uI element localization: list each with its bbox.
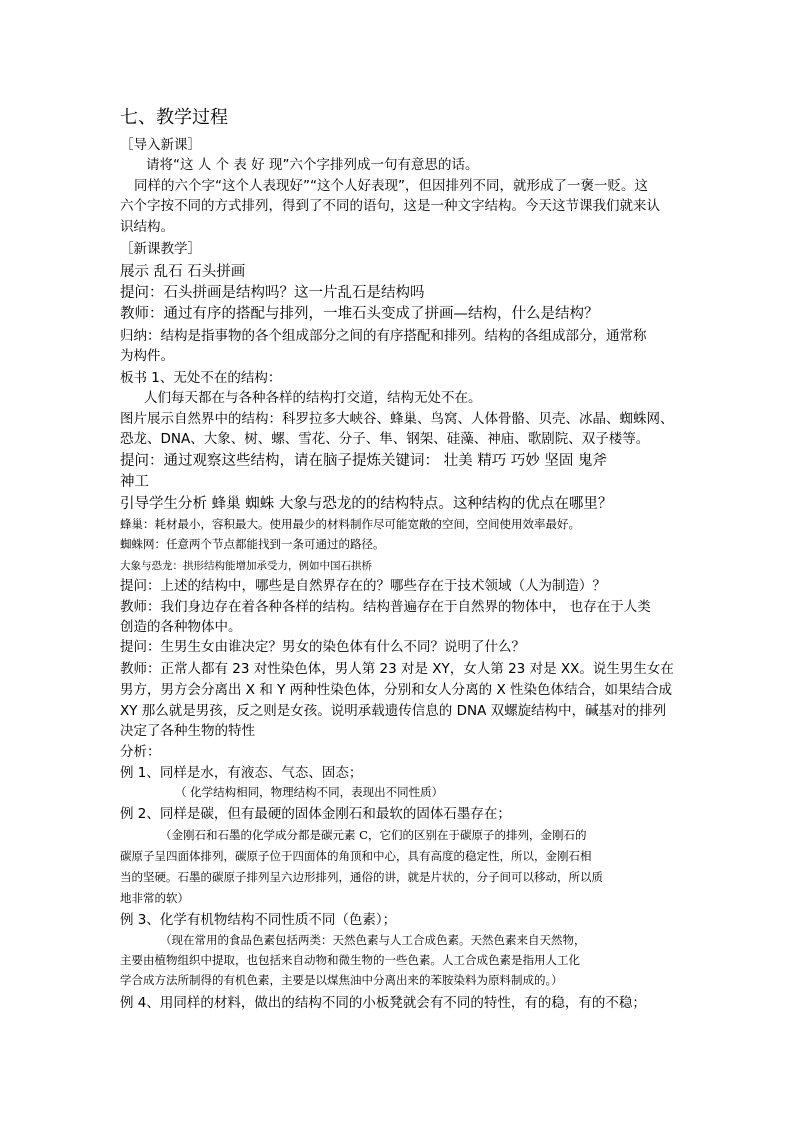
paragraph-line: 男方，男方会分离出 X 和 Y 两种性染色体，分别和女人分离的 X 性染色体结合，如果结合成 (120, 682, 672, 698)
paragraph-line: 为构件。 (120, 348, 174, 364)
section-heading: 七、教学过程 (120, 107, 228, 128)
paragraph-line: 请将“这 人 个 表 好 现”六个字排列成一句有意思的话。 (146, 157, 479, 173)
note-line: （金刚石和石墨的化学成分都是碳元素 C，它们的区别在于碳原子的排列，金刚石的 (160, 828, 587, 842)
board-note: 板书 1、无处不在的结构： (120, 370, 282, 386)
analysis-heading: 分析： (120, 744, 161, 760)
example-1: 例 1、同样是水，有液态、气态、固态； (120, 765, 363, 781)
note-line: 碳原子呈四面体排列，碳原子位于四面体的角顶和中心，具有高度的稳定性，所以，金刚石相 (120, 849, 592, 863)
paragraph-line: 提问：通过观察这些结构，请在脑子提炼关键词： 壮美 精巧 巧妙 坚固 鬼斧 (120, 453, 608, 469)
paragraph-line: 创造的各种物体中。 (120, 619, 242, 635)
paragraph-line: 恐龙、DNA、大象、树、螺、雪花、分子、隼、钢架、硅藻、神庙、歌剧院、双子楼等。 (120, 431, 650, 447)
paragraph-line: 人们每天都在与各种各样的结构打交道，结构无处不在。 (144, 390, 482, 406)
note-line: 蜂巢：耗材最小，容积最大。使用最少的材料制作尽可能宽敞的空间，空间使用效率最好。 (120, 517, 580, 531)
note-line: 当的坚硬。石墨的碳原子排列呈六边形排列，通俗的讲，就是片状的，分子间可以移动，所以质 (120, 870, 603, 884)
paragraph-line: 提问：生男生女由谁决定？男女的染色体有什么不同？说明了什么？ (120, 639, 525, 655)
paragraph-line: 展示 乱石 石头拼画 (120, 264, 246, 280)
paragraph-line: 图片展示自然界中的结构：科罗拉多大峡谷、蜂巢、鸟窝、人体骨骼、贝壳、冰晶、蜘蛛网、 (120, 411, 674, 427)
subheading-new-lesson: ［新课教学］ (120, 241, 201, 257)
note-line: 学合成方法所制得的有机色素，主要是以煤焦油中分离出来的苯胺染料为原料制成的。） (120, 973, 563, 987)
paragraph-line: 识结构。 (120, 219, 174, 235)
example-4: 例 4、用同样的材料，做出的结构不同的小板凳就会有不同的特性，有的稳，有的不稳； (120, 995, 646, 1011)
note-line: 主要由植物组织中提取，也包括来自动物和微生物的一些色素。人工合成色素是指用人工化 (120, 953, 580, 967)
subheading-intro: ［导入新课］ (120, 137, 201, 153)
note-line: 大象与恐龙：拱形结构能增加承受力，例如中国石拱桥 (120, 560, 372, 572)
example-2: 例 2、同样是碳，但有最硬的固体金刚石和最软的固体石墨存在； (120, 806, 511, 822)
paragraph-line: 六个字按不同的方式排列，得到了不同的语句，这是一种文字结构。今天这节课我们就来认 (120, 198, 660, 214)
paragraph-line: 同样的六个字“这个人表现好”“这个人好表现”，但因排列不同，就形成了一褒一贬。这 (134, 178, 648, 194)
note-line: 地非常的软） (120, 891, 189, 905)
paragraph-line: 提问：石头拼画是结构吗？这一片乱石是结构吗 (120, 285, 425, 301)
paragraph-line: 教师：正常人都有 23 对性染色体，男人第 23 对是 XY，女人第 23 对是 XX。说生男生女在 (120, 661, 674, 677)
paragraph-line: 教师：通过有序的搭配与排列，一堆石头变成了拼画—结构，什么是结构？ (120, 306, 599, 322)
note-line: 蜘蛛网：任意两个节点都能找到一条可通过的路径。 (120, 537, 385, 551)
paragraph-line: 提问：上述的结构中，哪些是自然界存在的？哪些存在于技术领域（人为制造）？ (120, 578, 606, 594)
note-line: （ 化学结构相同，物理结构不同，表现出不同性质） (175, 785, 444, 799)
paragraph-line: 教师：我们身边存在着各种各样的结构。结构普遍存在于自然界的物体中， 也存在于人类 (120, 599, 651, 615)
paragraph-line: XY 那么就是男孩，反之则是女孩。说明承载遗传信息的 DNA 双螺旋结构中，碱基对的排列 (120, 703, 667, 719)
paragraph-line: 决定了各种生物的特性 (120, 723, 255, 739)
paragraph-line: 归纳：结构是指事物的各个组成部分之间的有序搭配和排列。结构的各组成部分，通常称 (120, 328, 647, 344)
example-3: 例 3、化学有机物结构不同性质不同（色素）； (120, 912, 397, 928)
note-line: （现在常用的食品色素包括两类：天然色素与人工合成色素。天然色素来自天然物， (160, 933, 586, 947)
paragraph-line: 引导学生分析 蜂巢 蜘蛛 大象与恐龙的的结构特点。这种结构的优点在哪里？ (120, 496, 613, 512)
paragraph-line: 神工 (120, 474, 149, 490)
